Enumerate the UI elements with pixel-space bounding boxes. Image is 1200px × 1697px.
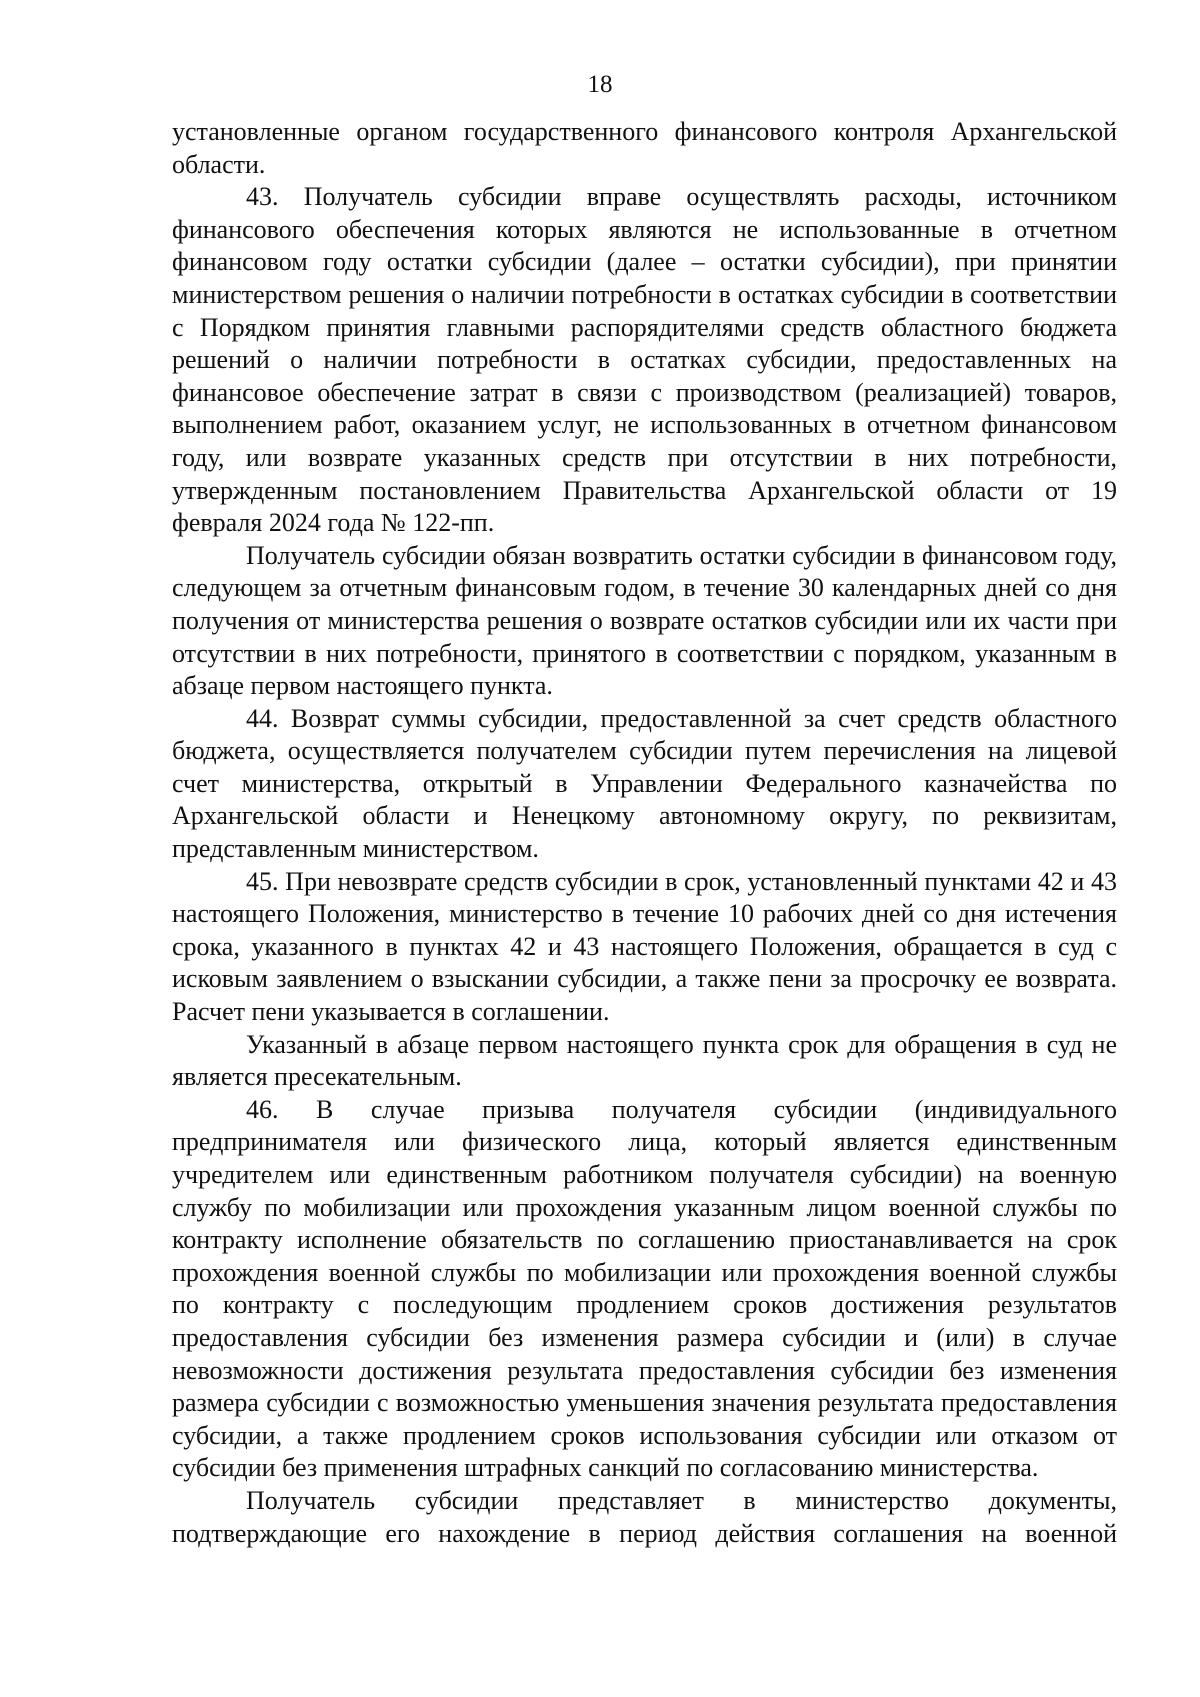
paragraph-item-43: 43. Получатель субсидии вправе осуществлять расходы, источником финансового обеспечения которых являются не использованные в отчетном финансовом году остатки субсидии (далее – остатки субсидии), при принятии министерством решения о наличии потребности в остатках субсидии в соответствии с Порядком принятия главными распорядителями средств областного бюджета решений о наличии потребности в остатках субсидии, предоставленных на финансовое обеспечение затрат в связи с производством (реализацией) товаров, выполнением работ, оказанием услуг, не использованных в отчетном финансовом году, или возврате указанных средств при отсутствии в них потребности, утвержденным постановлением Правительства Архангельской области от 19 февраля 2024 года № 122-пп. bbox=[172, 182, 1117, 538]
document-body bbox=[172, 116, 1117, 1550]
paragraph-item-45-term: Указанный в абзаце первом настоящего пункта срок для обращения в суд не является пресекательным. bbox=[172, 1029, 1117, 1092]
paragraph-item-45: 45. При невозврате средств субсидии в срок, установленный пунктами 42 и 43 настоящего Положения, министерство в течение 10 рабочих дней со дня истечения срока, указанного в пунктах 42 и 43 настоящего Положения, обращается в суд с исковым заявлением о взыскании субсидии, а также пени за просрочку ее возврата. Расчет пени указывается в соглашении. bbox=[172, 866, 1117, 1027]
paragraph-item-46-documents: Получатель субсидии представляет в министерство документы, подтверждающие его нахождение в период действия соглашения на военной bbox=[172, 1485, 1117, 1548]
paragraph-item-46: 46. В случае призыва получателя субсидии (индивидуального предпринимателя или физического лица, который является единственным учредителем или единственным работником получателя субсидии) на военную службу по мобилизации или прохождения указанным лицом военной службы по контракту исполнение обязательств по соглашению приостанавливается на срок прохождения военной службы по мобилизации или прохождения военной службы по контракту с последующим продлением сроков достижения результатов предоставления субсидии без изменения размера субсидии и (или) в случае невозможности достижения результата предоставления субсидии без изменения размера субсидии с возможностью уменьшения значения результата предоставления субсидии, а также продлением сроков использования субсидии или отказом от субсидии без применения штрафных санкций по согласованию министерства. bbox=[172, 1094, 1117, 1483]
paragraph-item-44: 44. Возврат суммы субсидии, предоставленной за счет средств областного бюджета, осуществляется получателем субсидии путем перечисления на лицевой счет министерства, открытый в Управлении Федерального казначейства по Архангельской области и Ненецкому автономному округу, по реквизитам, представленным министерством. bbox=[172, 703, 1117, 864]
paragraph-continuation: установленные органом государственного финансового контроля Архангельской области. bbox=[172, 117, 1117, 179]
paragraph-item-43-return: Получатель субсидии обязан возвратить остатки субсидии в финансовом году, следующем за отчетным финансовым годом, в течение 30 календарных дней со дня получения от министерства решения о возврате остатков субсидии или их части при отсутствии в них потребности, принятого в соответствии с порядком, указанным в абзаце первом настоящего пункта. bbox=[172, 540, 1117, 701]
page-number: 18 bbox=[587, 71, 613, 98]
